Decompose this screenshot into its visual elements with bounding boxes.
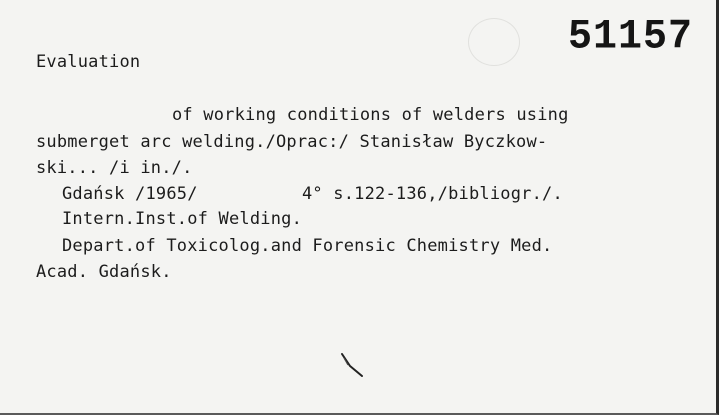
text-line-7: Acad. Gdańsk. — [36, 262, 172, 282]
pen-mark — [340, 352, 364, 378]
text-line-1: of working conditions of welders using — [172, 105, 569, 125]
faint-stamp-mark — [468, 18, 520, 66]
text-line-2: submerget arc welding./Oprac:/ Stanisław Byczkow- — [36, 132, 548, 152]
text-line-6: Depart.of Toxicolog.and Forensic Chemistry Med. — [62, 236, 553, 256]
text-line-4: Gdańsk /1965/ 4° s.122-136,/bibliogr./. — [62, 184, 563, 204]
card-number: 51157 — [568, 13, 694, 62]
card-heading: Evaluation — [36, 52, 141, 72]
text-line-5: Intern.Inst.of Welding. — [62, 209, 303, 229]
text-line-3: ski... /i in./. — [36, 158, 193, 178]
